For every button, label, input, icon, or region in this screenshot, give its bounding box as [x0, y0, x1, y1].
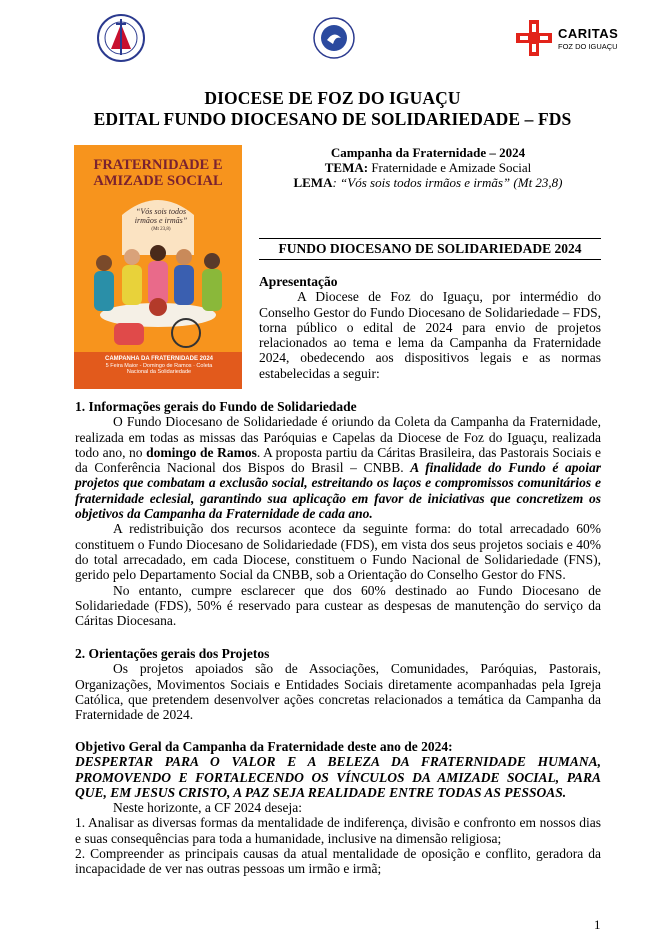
section-2-paragraph-1: Os projetos apoiados são de Associações, Comunidades, Paróquias, Pastorais, Organizações, Movimentos Sociais e Entidades Sociais diretamente acompanhadas pela Igreja Católica, que pretendem desenvolver ações concretas relacionados a temática da Campanha da Fraternidade de 2024.	[75, 661, 601, 723]
tema-value: Fraternidade e Amizade Social	[368, 160, 532, 175]
campaign-info	[258, 145, 598, 190]
section-1-paragraph-1	[75, 414, 601, 521]
campaign-year-line: Campanha da Fraternidade – 2024	[330, 145, 526, 160]
poster-lema-text: “Vós sois todos irmãos e irmãs”	[134, 207, 188, 225]
poster-lema	[126, 207, 196, 234]
poster-title: FRATERNIDADE E AMIZADE SOCIAL	[93, 157, 223, 189]
caritas-subtitle: FOZ DO IGUAÇU	[558, 42, 618, 51]
lema-label: LEMA	[293, 175, 333, 190]
section-2	[75, 646, 601, 722]
campaign-lema-line	[258, 175, 598, 190]
section-1	[75, 399, 601, 628]
section-1-paragraph-3: No entanto, cumpre esclarecer que dos 60% destinado ao Fundo Diocesano de Solidariedade (FDS), 50% é reservado para custear as despesas de manutenção do serviço da Cáritas Diocesana.	[75, 582, 601, 629]
campaign-poster-image	[74, 145, 242, 389]
objetivo-text: DESPERTAR PARA O VALOR E A BELEZA DA FRATERNIDADE HUMANA, PROMOVENDO E FORTALECENDO OS VÍNCULOS DA AMIZADE SOCIAL, PARA QUE, EM JESUS CRISTO, A PAZ SEJA REALIDADE ENTRE TODAS AS PESSOAS.	[75, 754, 601, 800]
section-1-p1-a: O Fundo Diocesano de Solidariedade é oriundo da Coleta da Campanha da Fraternidade, realizada em todas as missas das Paróquias e Capelas da Diocese de Foz do Iguaçu, realizada todo ano, no	[75, 414, 601, 460]
section-1-p1-b: . A proposta partiu da Cáritas Brasileira, das Pastorais Sociais e da Conferência Nacional dos Bispos do Brasil – CNBB.	[75, 444, 601, 476]
objetivo-item-1: 1. Analisar as diversas formas da mentalidade de indiferença, divisão e confronto em nossos dias e suas consequências para toda a humanidade, inclusive na dimensão religiosa;	[75, 815, 601, 846]
poster-lema-ref: (Mt 23,8)	[151, 227, 171, 232]
fraternidade-seal-logo	[312, 16, 356, 60]
section-1-p1-bold-italic: A finalidade do Fundo é apoiar projetos que combatam a exclusão social, estreitando os laços e compromissos comunitários e fraternidade eclesial, garantindo sua aplicação em favor de iniciativas que concretizem os objetivos da Campanha da Fraternidade de cada ano.	[75, 460, 601, 522]
caritas-name: CARITAS	[558, 26, 619, 41]
apresentacao-section	[259, 274, 601, 381]
poster-footer-title: CAMPANHA DA FRATERNIDADE 2024	[104, 356, 213, 362]
poster-footer-sub: 5 Feira Maior - Domingo de Ramos · Coleta Nacional da Solidariedade	[105, 362, 213, 375]
section-1-paragraph-2: A redistribuição dos recursos acontece da seguinte forma: do total arrecadado 60% constituem o Fundo Diocesano de Solidariedade (FDS), em vista dos seus projetos sociais e 40% do total arrecadado, em cada Diocese, constituem o Fundo Nacional de Solidariedade (FNS), gerido pelo Departamento Social da CNBB, sob a Orientação do Conselho Gestor do FNS.	[75, 521, 601, 583]
poster-footer-text	[104, 356, 214, 376]
caritas-logo	[516, 20, 626, 60]
apresentacao-heading: Apresentação	[259, 274, 338, 289]
page-number: 1	[594, 917, 601, 932]
objetivo-section	[75, 739, 601, 877]
objetivo-item-2: 2. Compreender as principais causas da atual mentalidade de oposição e conflito, geradora da incapacidade de ver nas outras pessoas um irmão e irmã;	[75, 846, 601, 877]
fund-section-title: FUNDO DIOCESANO DE SOLIDARIEDADE 2024	[259, 238, 601, 260]
campaign-tema-line	[258, 160, 598, 175]
apresentacao-text: A Diocese de Foz do Iguaçu, por intermédio do Conselho Gestor do Fundo Diocesano de Solidariedade – FDS, torna público o edital de 2024 para envio de projetos relacionados ao tema e lema da Campanha da Fraternidade 2024, obedecendo aos dispositivos legais e as normas estabelecidas a seguir:	[259, 289, 601, 381]
tema-label: TEMA:	[324, 160, 369, 175]
section-2-heading: 2. Orientações gerais dos Projetos	[75, 646, 270, 661]
document-title-line2: EDITAL FUNDO DIOCESANO DE SOLIDARIEDADE – FDS	[93, 109, 572, 129]
objetivo-heading: Objetivo Geral da Campanha da Fraternidade deste ano de 2024:	[75, 739, 453, 754]
lema-value: : “Vós sois todos irmãos e irmãs” (Mt 23,8)	[332, 175, 563, 190]
objetivo-intro: Neste horizonte, a CF 2024 deseja:	[113, 800, 302, 816]
section-1-p1-bold: domingo de Ramos	[146, 444, 257, 460]
section-1-heading: 1. Informações gerais do Fundo de Solidariedade	[75, 399, 357, 414]
poster-footer	[74, 352, 242, 389]
document-title-line1: DIOCESE DE FOZ DO IGUAÇU	[204, 88, 461, 108]
diocese-seal-logo	[96, 13, 146, 63]
